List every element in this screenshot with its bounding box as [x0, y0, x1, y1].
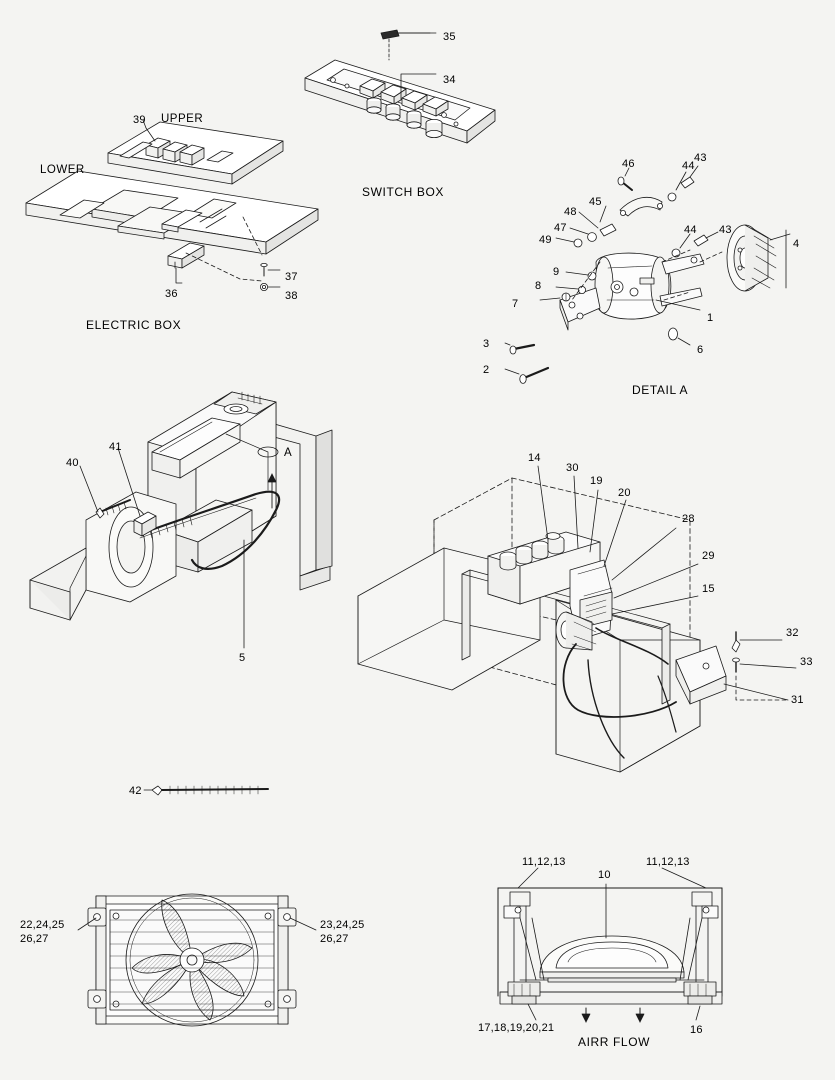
callout-14: 14 — [528, 452, 541, 464]
callout-4: 4 — [793, 238, 800, 250]
callout-33: 33 — [800, 656, 813, 668]
machine-right-assembly — [358, 466, 796, 772]
callout-6: 6 — [697, 344, 704, 356]
callout-34: 34 — [443, 74, 456, 86]
callout-30: 30 — [566, 462, 579, 474]
callout-32: 32 — [786, 627, 799, 639]
callout-10: 10 — [598, 869, 611, 881]
section-label-electric-box: ELECTRIC BOX — [86, 318, 182, 332]
callout-49: 49 — [539, 234, 552, 246]
callout-45: 45 — [589, 196, 602, 208]
group-label-mount-left: 11,12,13 — [522, 856, 566, 868]
callout-1: 1 — [707, 312, 714, 324]
callout-48: 48 — [564, 206, 577, 218]
group-label-right-bottom: 26,27 — [320, 933, 349, 945]
callout-2: 2 — [483, 364, 490, 376]
callout-44-bottom: 44 — [684, 224, 697, 236]
callout-7: 7 — [512, 298, 519, 310]
electric-box-assembly — [26, 120, 318, 291]
group-label-bottom-bolts: 17,18,19,20,21 — [478, 1022, 555, 1034]
section-label-switch-box: SWITCH BOX — [362, 185, 445, 199]
detail-marker-a: A — [284, 447, 293, 459]
callout-15: 15 — [702, 583, 715, 595]
callout-37: 37 — [285, 271, 298, 283]
callout-39: 39 — [133, 114, 146, 126]
group-label-right-top: 23,24,25 — [320, 919, 365, 931]
callout-43-bottom: 43 — [719, 224, 732, 236]
label-lower: LOWER — [40, 164, 85, 176]
callout-36: 36 — [165, 288, 178, 300]
label-air-flow: AIRR FLOW — [578, 1035, 651, 1049]
callout-16: 16 — [690, 1024, 703, 1036]
callout-19: 19 — [590, 475, 603, 487]
switch-box-assembly — [305, 30, 495, 143]
callout-46: 46 — [622, 158, 635, 170]
group-label-left-top: 22,24,25 — [20, 919, 65, 931]
callout-9: 9 — [553, 266, 560, 278]
callout-3: 3 — [483, 338, 490, 350]
section-label-detail-a: DETAIL A — [632, 383, 689, 397]
callout-43-top: 43 — [694, 152, 707, 164]
callout-44-top: 44 — [682, 160, 695, 172]
callout-42: 42 — [129, 785, 142, 797]
cable-tie-42 — [144, 786, 268, 795]
callout-47: 47 — [554, 222, 567, 234]
callout-28: 28 — [682, 513, 695, 525]
group-label-mount-right: 11,12,13 — [646, 856, 690, 868]
label-upper: UPPER — [161, 113, 204, 125]
callout-29: 29 — [702, 550, 715, 562]
group-label-left-bottom: 26,27 — [20, 933, 49, 945]
callout-31: 31 — [791, 694, 804, 706]
callout-20: 20 — [618, 487, 631, 499]
callout-5: 5 — [239, 652, 246, 664]
mount-section — [498, 868, 722, 1022]
machine-left-assembly — [30, 392, 332, 648]
condenser-assembly — [78, 894, 316, 1026]
detail-a-compressor-assembly — [505, 166, 790, 383]
callout-41: 41 — [109, 441, 122, 453]
callout-38: 38 — [285, 290, 298, 302]
callout-40: 40 — [66, 457, 79, 469]
callout-8: 8 — [535, 280, 542, 292]
callout-35: 35 — [443, 31, 456, 43]
